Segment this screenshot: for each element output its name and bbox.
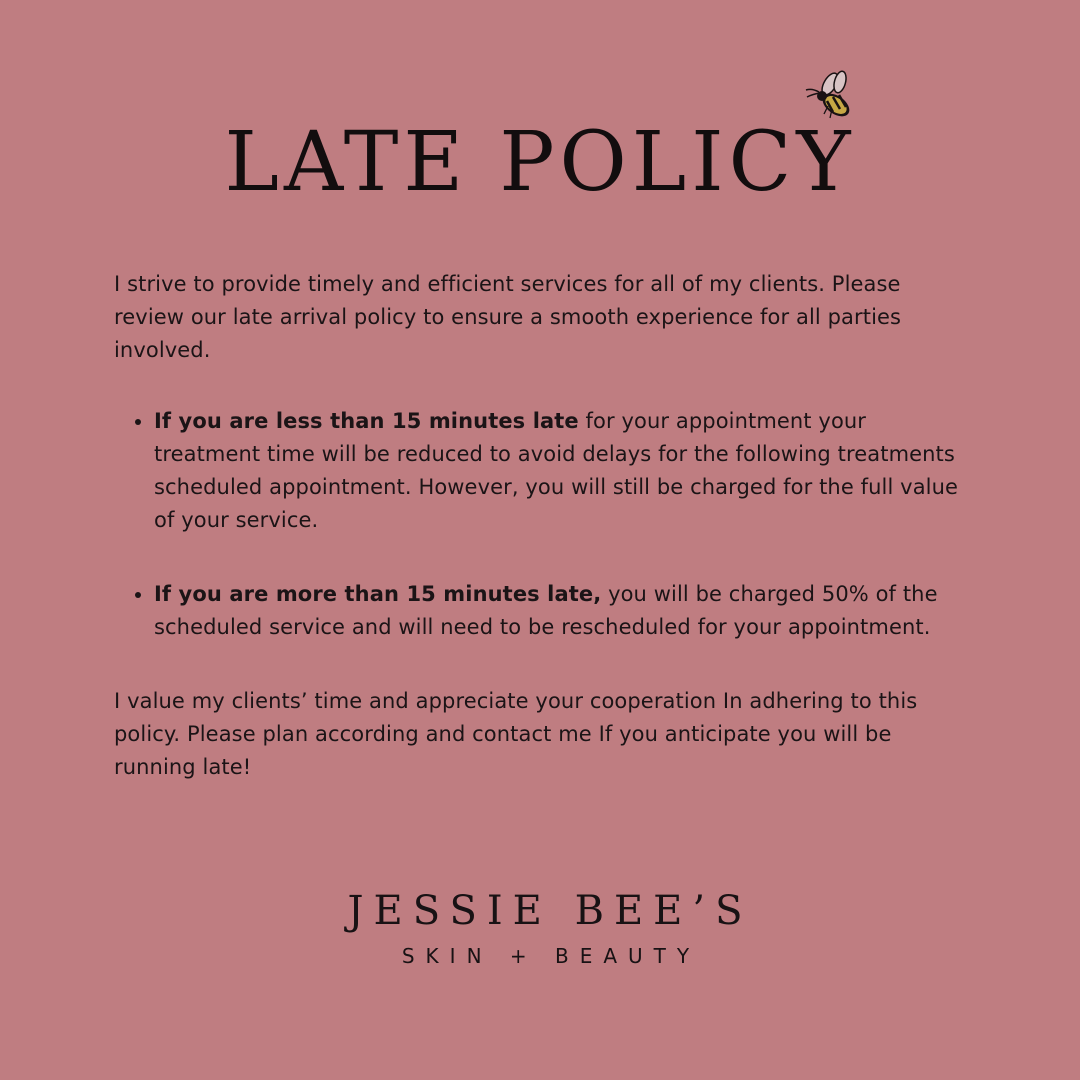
brand-tagline: SKIN + BEAUTY [401, 944, 701, 968]
list-item-text: for your appointment your treatment time will be reduced to avoid delays for the following treatments scheduled appointment. However, you will still be charged for the full value of your service. [154, 409, 959, 532]
list-item-bold: If you are more than 15 minutes late, [154, 582, 602, 606]
page-title: LATE POLICY [224, 115, 856, 210]
list-item [154, 405, 964, 537]
policy-list [114, 405, 964, 644]
closing-paragraph: I value my clients’ time and appreciate your cooperation In adhering to this policy. Please plan according and contact me If you anticipate you will be running late! [114, 689, 918, 779]
policy-body [114, 268, 964, 784]
list-item [154, 578, 964, 644]
intro-paragraph: I strive to provide timely and efficient services for all of my clients. Please review our late arrival policy to ensure a smooth experience for all parties involved. [114, 272, 902, 362]
list-item-text: you will be charged 50% of the scheduled service and will need to be rescheduled for your appointment. [154, 582, 938, 639]
list-item-bold: If you are less than 15 minutes late [154, 409, 579, 433]
brand-name: JESSIE BEE’S [347, 888, 753, 934]
